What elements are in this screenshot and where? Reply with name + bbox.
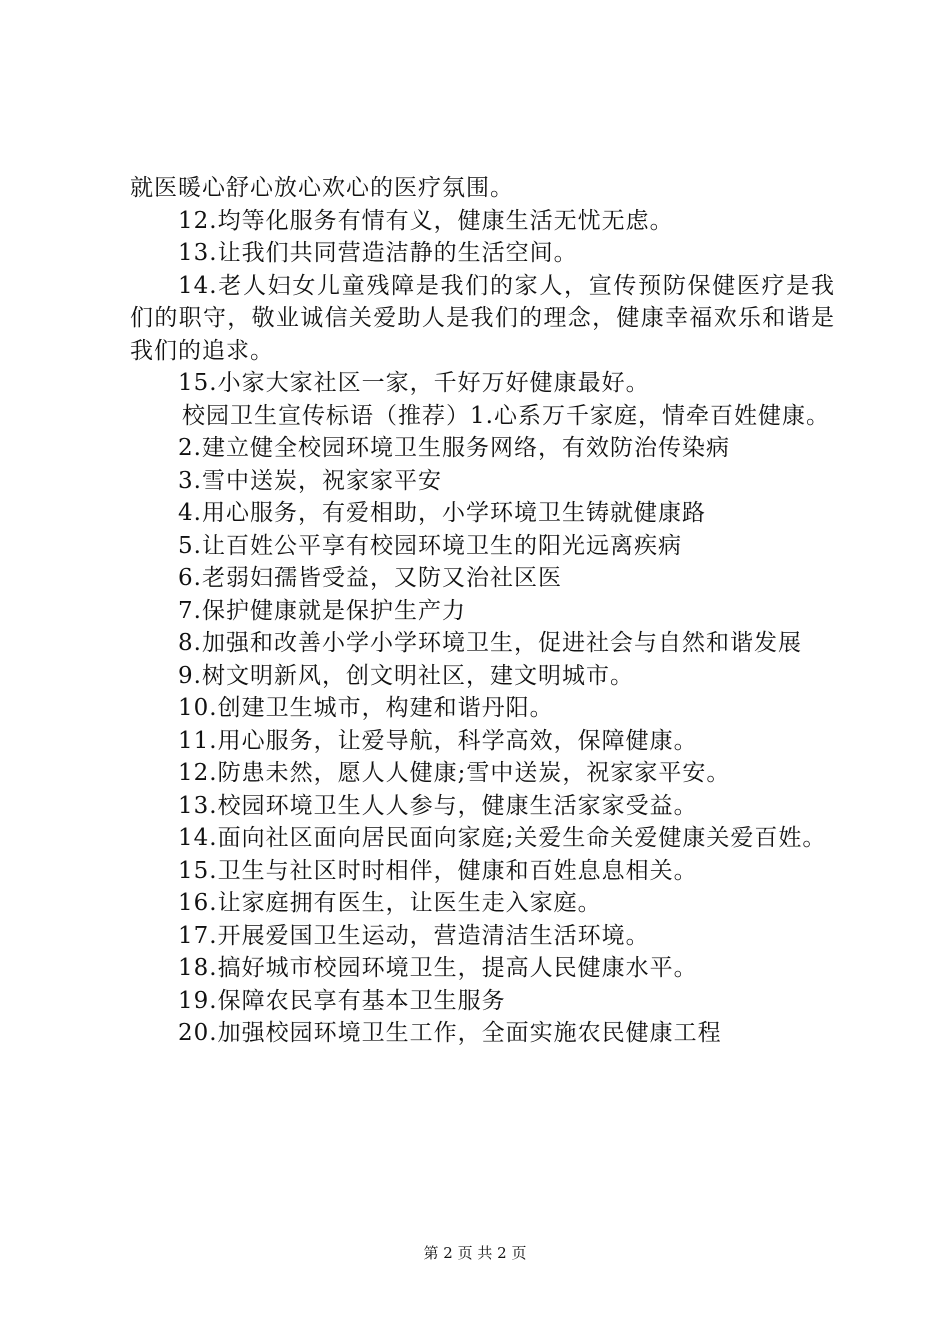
paragraph: 19.保障农民享有基本卫生服务 — [178, 987, 506, 1014]
paragraph: 14.老人妇女儿童残障是我们的家人，宣传预防保健医疗是我们的职守，敬业诚信关爱助人是我们的理念，健康幸福欢乐和谐是我们的追求。 — [130, 272, 835, 364]
paragraph: 10.创建卫生城市，构建和谐丹阳。 — [178, 695, 554, 721]
paragraph: 7.保护健康就是保护生产力 — [178, 597, 466, 624]
paragraph: 16.让家庭拥有医生，让医生走入家庭。 — [178, 890, 602, 916]
paragraph: 3.雪中送炭，祝家家平安 — [178, 467, 442, 494]
paragraph: 2.建立健全校园环境卫生服务网络，有效防治传染病 — [178, 435, 730, 461]
paragraph: 6.老弱妇孺皆受益，又防又治社区医 — [178, 565, 562, 591]
paragraph: 20.加强校园环境卫生工作，全面实施农民健康工程 — [178, 1020, 722, 1046]
paragraph: 15.卫生与社区时时相伴，健康和百姓息息相关。 — [178, 857, 698, 884]
paragraph: 14.面向社区面向居民面向家庭;关爱生命关爱健康关爱百姓。 — [178, 825, 827, 851]
paragraph: 17.开展爱国卫生运动，营造清洁生活环境。 — [178, 922, 650, 949]
paragraph: 就医暖心舒心放心欢心的医疗氛围。 — [130, 175, 514, 201]
paragraph: 11.用心服务，让爱导航，科学高效，保障健康。 — [178, 727, 698, 754]
paragraph: 5.让百姓公平享有校园环境卫生的阳光远离疾病 — [178, 532, 682, 559]
document-body — [130, 172, 835, 1050]
paragraph: 9.树文明新风，创文明社区，建文明城市。 — [178, 662, 634, 689]
paragraph: 12.防患未然，愿人人健康;雪中送炭，祝家家平安。 — [178, 760, 731, 786]
paragraph: 校园卫生宣传标语（推荐）1.心系万千家庭，情牵百姓健康。 — [182, 402, 830, 429]
paragraph: 8.加强和改善小学小学环境卫生，促进社会与自然和谐发展 — [178, 630, 802, 656]
paragraph: 4.用心服务，有爱相助，小学环境卫生铸就健康路 — [178, 500, 706, 526]
page-number-footer: 第 2 页 共 2 页 — [423, 1244, 527, 1262]
paragraph: 15.小家大家社区一家，千好万好健康最好。 — [178, 370, 650, 396]
paragraph: 12.均等化服务有情有义，健康生活无忧无虑。 — [178, 207, 674, 234]
paragraph: 13.让我们共同营造洁静的生活空间。 — [178, 240, 578, 266]
paragraph: 18.搞好城市校园环境卫生，提高人民健康水平。 — [178, 955, 698, 981]
paragraph: 13.校园环境卫生人人参与，健康生活家家受益。 — [178, 792, 698, 819]
